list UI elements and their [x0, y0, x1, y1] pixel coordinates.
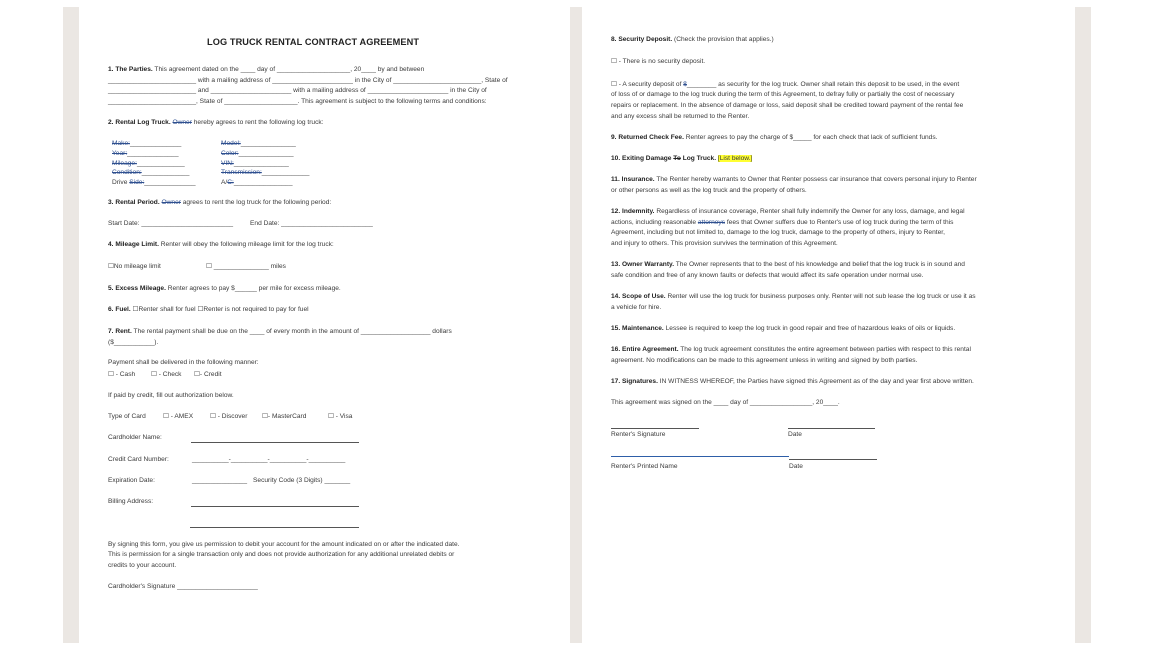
rental-period: 3. Rental Period. Owner agrees to rent the log truck for the following period: — [108, 199, 332, 206]
payment-check-checkbox[interactable]: ☐ - Check — [151, 371, 182, 378]
cardholder-signature: Cardholder's Signature ______________________ — [108, 583, 258, 590]
date-signature-line-2 — [789, 459, 877, 460]
payment-cash-checkbox[interactable]: ☐ - Cash — [108, 371, 136, 378]
start-date: Start Date: _________________________ — [108, 220, 234, 227]
owner-warranty-line-1: 13. Owner Warranty. The Owner represents that to the best of his knowledge and belief that the log truck is in sound and — [611, 261, 965, 268]
renter-printed-name-label: Renter's Printed Name — [611, 463, 678, 470]
security-code: Security Code (3 Digits) _______ — [253, 477, 351, 484]
renter-printed-name-line — [611, 456, 789, 457]
indemnity-line-3: Agreement, including but not limited to, damage to the log truck, damage to the property of others, injury to Renter, — [611, 229, 945, 236]
insurance-line-1: 11. Insurance. The Renter hereby warrants to Owner that Renter possess car insurance that covers personal injury to Renter — [611, 176, 977, 183]
credit-card-number-value: __________-__________-__________-__________ — [192, 456, 346, 463]
renter-signature-label: Renter's Signature — [611, 431, 666, 438]
payment-credit-checkbox[interactable]: ☐- Credit — [194, 371, 222, 378]
field-condition: Condition:_____________ — [112, 169, 190, 176]
entire-agreement-line-1: 16. Entire Agreement. The log truck agreement constitutes the entire agreement between parties with respect to this rental — [611, 346, 971, 353]
field-mileage: Mileage:_____________ — [112, 160, 185, 167]
fuel: 6. Fuel. ☐Renter shall for fuel ☐Renter is not required to pay for fuel — [108, 306, 309, 313]
maintenance: 15. Maintenance. Lessee is required to keep the log truck in good repair and free of hazardous leaks of oils or liquids. — [611, 325, 956, 332]
date-signature-line-1 — [788, 428, 875, 429]
indemnity-line-2: actions, including reasonable attorneys fees that Owner suffers due to Renter's use of log truck during the term of this — [611, 219, 954, 226]
parties-line-4: ________________________, State of ____________________. This agreement is subject to the following terms and conditions: — [108, 98, 487, 105]
page1-left-gutter — [63, 7, 79, 643]
payment-manner: Payment shall be delivered in the following manner: — [108, 359, 259, 366]
card-discover-checkbox[interactable]: ☐ - Discover — [210, 413, 248, 420]
entire-agreement-line-2: agreement. No modifications can be made to this agreement unless in writing and signed by both parties. — [611, 357, 918, 364]
returned-check-fee: 9. Returned Check Fee. Renter agrees to pay the charge of $_____ for each check that lack of sufficient funds. — [611, 134, 938, 141]
cardholder-name-label: Cardholder Name: — [108, 434, 162, 441]
credit-note: If paid by credit, fill out authorization below. — [108, 392, 234, 399]
field-year: Year:______________ — [112, 150, 179, 157]
authorization-line-1: By signing this form, you give us permission to debit your account for the amount indicated on or after the indicated date. — [108, 541, 460, 548]
card-mastercard-checkbox[interactable]: ☐- MasterCard — [262, 413, 307, 420]
no-mileage-limit-option[interactable]: ☐No mileage limit — [108, 263, 161, 270]
card-amex-checkbox[interactable]: ☐ - AMEX — [163, 413, 194, 420]
scope-of-use-line-1: 14. Scope of Use. Renter will use the log truck for business purposes only. Renter will not sub lease the log truck or use it as — [611, 293, 976, 300]
parties-line-1: 1. The Parties. This agreement dated on the ____ day of ____________________, 20____ by and between — [108, 66, 425, 73]
indemnity-line-1: 12. Indemnity. Regardless of insurance coverage, Renter shall fully indemnify the Owner for any loss, damage, and legal — [611, 208, 965, 215]
deposit-line-3: repairs or replacement. In the absence of damage or loss, said deposit shall be credited toward payment of the rental fee — [611, 102, 964, 109]
indemnity-line-4: and injury to others. This provision survives the termination of this Agreement. — [611, 240, 838, 247]
renter-signature-line — [611, 428, 699, 429]
existing-damage: 10. Exiting Damage To Log Truck. [List below.] — [611, 155, 753, 162]
authorization-line-3: credits to your account. — [108, 562, 177, 569]
credit-card-number-label: Credit Card Number: — [108, 456, 169, 463]
no-deposit-checkbox[interactable]: ☐ - There is no security deposit. — [611, 58, 706, 65]
expiration-date-label: Expiration Date: — [108, 477, 155, 484]
scope-of-use-line-2: a vehicle for hire. — [611, 304, 662, 311]
cardholder-name-line — [191, 442, 359, 443]
rental-log-truck: 2. Rental Log Truck. Owner hereby agrees to rent the following log truck: — [108, 119, 324, 126]
signatures: 17. Signatures. IN WITNESS WHEREOF, the Parties have signed this Agreement as of the day and year first above written. — [611, 378, 974, 385]
field-model: Model:_______________ — [221, 140, 296, 147]
rent-line-2: ($___________). — [108, 339, 159, 346]
excess-mileage: 5. Excess Mileage. Renter agrees to pay $______ per mile for excess mileage. — [108, 285, 341, 292]
page1-right-gutter — [570, 7, 582, 643]
billing-address-label: Billing Address: — [108, 498, 154, 505]
billing-address-line-2 — [190, 527, 359, 528]
deposit-line-1[interactable]: ☐ - A security deposit of $________ as security for the log truck. Owner shall retain this deposit to be used, in the event — [611, 81, 960, 88]
document-title: LOG TRUCK RENTAL CONTRACT AGREEMENT — [207, 37, 420, 47]
authorization-line-2: This is permission for a single transaction only and does not provide authorization for any additional unrelated debits or — [108, 551, 455, 558]
date-label-2: Date — [789, 463, 803, 470]
mileage-limit: 4. Mileage Limit. Renter will obey the following mileage limit for the log truck: — [108, 241, 334, 248]
parties-line-2: ________________________ with a mailing address of ______________________ in the City of ________________________, State of — [108, 77, 508, 84]
rent-line-1: 7. Rent. The rental payment shall be due on the ____ of every month in the amount of ___________________ dollars — [108, 328, 452, 335]
field-make: Make:______________ — [112, 140, 182, 147]
miles-option[interactable]: ☐ _______________ miles — [206, 263, 286, 270]
insurance-line-2: or other persons as well as the log truck and the property of others. — [611, 187, 807, 194]
security-deposit: 8. Security Deposit. (Check the provision that applies.) — [611, 36, 774, 43]
billing-address-line-1 — [191, 506, 359, 507]
field-transmission: Transmission:_____________ — [221, 169, 310, 176]
deposit-line-4: and any excess shall be returned to the Renter. — [611, 113, 750, 120]
deposit-line-2: of loss of or damage to the log truck during the term of this Agreement, to defray fully or partially the cost of necessary — [611, 91, 955, 98]
field-drive-side: Drive Side:______________ — [112, 179, 196, 186]
owner-warranty-line-2: safe condition and free of any known faults or defects that would affect its safe operation under normal use. — [611, 272, 924, 279]
end-date: End Date: _________________________ — [250, 220, 373, 227]
card-type-label: Type of Card — [108, 413, 146, 420]
parties-line-3: ________________________ and ______________________ with a mailing address of ______________________ in the City of — [108, 87, 487, 94]
field-color: Color:_______________ — [221, 150, 294, 157]
field-ac: A/C:________________ — [221, 179, 293, 186]
date-label-1: Date — [788, 431, 802, 438]
signed-line: This agreement was signed on the ____ day of _________________, 20____. — [611, 399, 840, 406]
field-vin: VIN:_______________ — [221, 160, 289, 167]
expiration-date-value: _______________ — [192, 477, 248, 484]
page2-right-gutter — [1075, 7, 1091, 643]
card-visa-checkbox[interactable]: ☐ - Visa — [328, 413, 353, 420]
parties-heading: 1. The Parties. — [108, 66, 153, 73]
list-below-highlight: [List below.] — [717, 155, 753, 162]
